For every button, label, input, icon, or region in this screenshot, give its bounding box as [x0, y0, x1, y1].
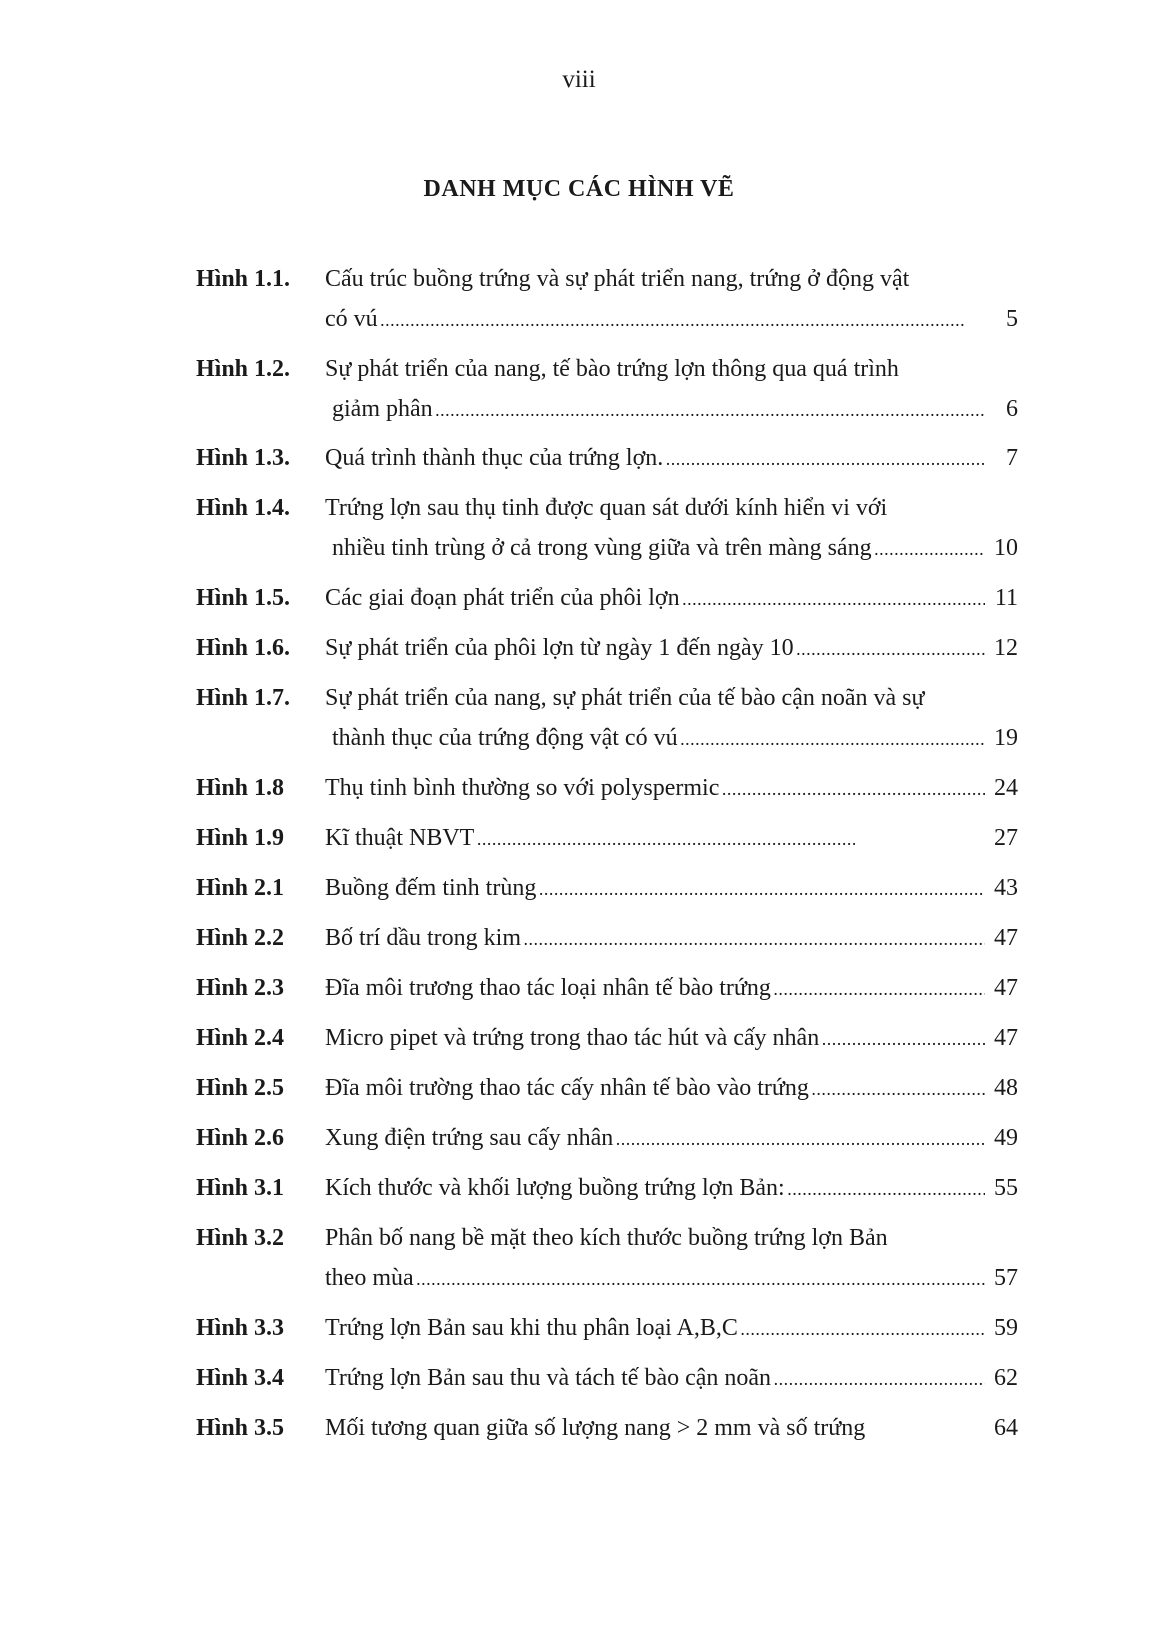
- figure-caption: Buồng đếm tinh trùng . . .: [325, 875, 985, 902]
- figure-page-number: 43: [994, 875, 1018, 901]
- figure-page-number: 11: [994, 585, 1018, 611]
- figure-page-number: 64: [994, 1415, 1018, 1441]
- figure-caption: Sự phát triển của phôi lợn từ ngày 1 đến ngày 10 . . .: [325, 635, 985, 662]
- figure-page-number: 55: [994, 1175, 1018, 1201]
- figure-label: Hình 1.2.: [196, 356, 291, 382]
- figure-page-number: 47: [994, 1025, 1018, 1051]
- figure-label: Hình 2.6: [196, 1125, 285, 1151]
- figure-caption-continued: nhiều tinh trùng ở cả trong vùng giữa và trên màng sáng . . .: [332, 535, 985, 562]
- figure-page-number: 27: [994, 825, 1018, 851]
- figure-caption: Cấu trúc buồng trứng và sự phát triển nang, trứng ở động vật: [325, 266, 910, 292]
- figure-label: Hình 1.8: [196, 775, 285, 801]
- figure-label: Hình 3.5: [196, 1415, 285, 1441]
- figure-caption: Đĩa môi trường thao tác cấy nhân tế bào vào trứng . . .: [325, 1075, 985, 1102]
- figure-caption-continued: giảm phân . . .: [332, 396, 985, 423]
- figure-caption: Các giai đoạn phát triển của phôi lợn . . .: [325, 585, 985, 612]
- figure-page-number: 12: [994, 635, 1018, 661]
- figure-page-number: 47: [994, 925, 1018, 951]
- figure-label: Hình 1.5.: [196, 585, 291, 611]
- figure-label: Hình 2.4: [196, 1025, 285, 1051]
- figure-label: Hình 2.5: [196, 1075, 285, 1101]
- figure-label: Hình 1.1.: [196, 266, 291, 292]
- figure-caption: Đĩa môi trương thao tác loại nhân tế bào trứng . . .: [325, 975, 985, 1002]
- figure-caption: Xung điện trứng sau cấy nhân . . .: [325, 1125, 985, 1152]
- figure-caption: Quá trình thành thục của trứng lợn. . . .: [325, 445, 985, 472]
- figure-page-number: 7: [1006, 445, 1018, 471]
- figure-page-number: 19: [994, 725, 1018, 751]
- figure-caption: Phân bố nang bề mặt theo kích thước buồng trứng lợn Bản: [325, 1225, 888, 1251]
- figure-page-number: 62: [994, 1365, 1018, 1391]
- figure-caption: Kích thước và khối lượng buồng trứng lợn Bản: . . .: [325, 1175, 985, 1202]
- figure-page-number: 24: [994, 775, 1018, 801]
- figure-page-number: 5: [1006, 306, 1018, 332]
- figure-label: Hình 2.2: [196, 925, 285, 951]
- figure-label: Hình 1.9: [196, 825, 285, 851]
- figure-caption-continued: theo mùa . . .: [325, 1265, 985, 1292]
- figure-page-number: 57: [994, 1265, 1018, 1291]
- figure-caption: Trứng lợn sau thụ tinh được quan sát dưới kính hiển vi với: [325, 495, 888, 521]
- figure-label: Hình 3.2: [196, 1225, 285, 1251]
- figure-label: Hình 2.1: [196, 875, 285, 901]
- page-number: viii: [562, 66, 596, 93]
- figure-page-number: 47: [994, 975, 1018, 1001]
- figure-caption: Micro pipet và trứng trong thao tác hút và cấy nhân . . .: [325, 1025, 985, 1052]
- figure-caption: Trứng lợn Bản sau khi thu phân loại A,B,C . . .: [325, 1315, 985, 1342]
- figure-page-number: 49: [994, 1125, 1018, 1151]
- figure-caption: Trứng lợn Bản sau thu và tách tế bào cận noãn . . .: [325, 1365, 985, 1392]
- figure-page-number: 10: [994, 535, 1018, 561]
- page-title: DANH MỤC CÁC HÌNH VẼ: [423, 176, 735, 202]
- figure-caption: Sự phát triển của nang, tế bào trứng lợn thông qua quá trình: [325, 356, 899, 382]
- figure-caption: Sự phát triển của nang, sự phát triển của tế bào cận noãn và sự: [325, 685, 925, 711]
- figure-label: Hình 2.3: [196, 975, 285, 1001]
- figure-label: Hình 1.3.: [196, 445, 291, 471]
- figure-page-number: 48: [994, 1075, 1018, 1101]
- figure-label: Hình 1.4.: [196, 495, 291, 521]
- figure-page-number: 6: [1006, 396, 1018, 422]
- figure-label: Hình 3.3: [196, 1315, 285, 1341]
- figure-label: Hình 1.6.: [196, 635, 291, 661]
- figure-label: Hình 3.4: [196, 1365, 285, 1391]
- figure-caption: Bố trí dầu trong kim . . .: [325, 925, 985, 952]
- figure-page-number: 59: [994, 1315, 1018, 1341]
- figure-caption-continued: thành thục của trứng động vật có vú . . .: [332, 725, 985, 752]
- figure-caption-continued: có vú . . .: [325, 306, 985, 333]
- figure-caption: Thụ tinh bình thường so với polyspermic . . .: [325, 775, 985, 802]
- figure-label: Hình 1.7.: [196, 685, 291, 711]
- figure-caption: Kĩ thuật NBVT . . .: [325, 825, 855, 852]
- figure-label: Hình 3.1: [196, 1175, 285, 1201]
- figure-caption: Mối tương quan giữa số lượng nang > 2 mm và số trứng: [325, 1415, 866, 1441]
